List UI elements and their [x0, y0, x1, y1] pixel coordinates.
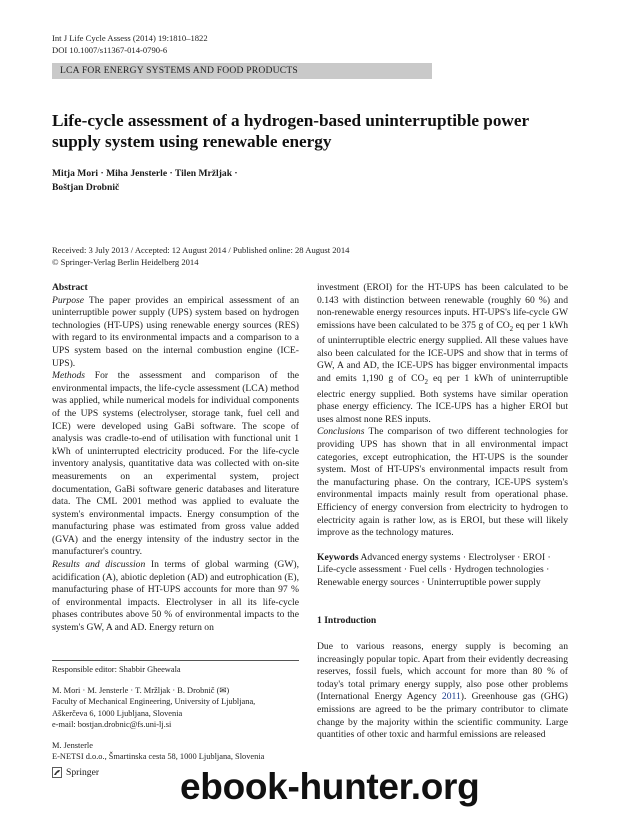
abstract-methods — [52, 370, 299, 559]
abstract-results-continued: investment (EROI) for the HT-UPS has been calculated to be 0.143 with distinction between renewable (roughly 60 %) and non-renewable energy resources inputs. HT-UPS's life-cycle GW emissions have been calculated to be 375 g of $CO_2$ eq per 1 kWh of uninterruptible electric energy supplied. All these values have also been calculated for the ICE-UPS and show that in terms of GW, A and AD, the ICE-UPS has bigger environmental impacts and emits 1,190 g of $CO_2$ eq per 1 kWh of uninterruptible electric energy supplied. Both systems have similar operation phase energy efficiency. The ICE-UPS has a higher EROI but uses almost none RES inputs. — [317, 282, 568, 425]
author-line-1: Mitja Mori · Miha Jensterle · Tilen Mržljak · — [52, 168, 238, 179]
abstract-purpose — [52, 295, 299, 371]
right-column — [317, 282, 568, 742]
abstract-heading: Abstract — [52, 282, 88, 293]
introduction-heading: 1 Introduction — [317, 615, 377, 627]
conclusions-label: Conclusions — [317, 426, 365, 438]
watermark: ebook-hunter.org — [180, 766, 480, 807]
introduction-text: Due to various reasons, energy supply is becoming an increasingly popular topic. Apart from their evidently decreasing reserves, fossil fuels, which account for more than 80 % of today's total primary energy supply, also pose other problems (International Energy Agency 2011). Greenhouse gas (GHG) emissions are agreed to be the primary contributor to climate change by the majority within the scientific community. Large quantities of other toxic and harmful emissions are released — [317, 641, 568, 741]
responsible-editor: Responsible editor: Shabbir Gheewala — [52, 665, 181, 674]
copyright: © Springer-Verlag Berlin Heidelberg 2014 — [52, 256, 199, 267]
author-list — [52, 167, 238, 194]
citation-link[interactable]: 2011 — [441, 691, 461, 703]
abstract-conclusions — [317, 426, 568, 539]
keywords-text: Advanced energy systems · Electrolyser · EROI · Life-cycle assessment · Fuel cells · Hydrogen technologies · Renewable energy sources · Uninterruptible power supply — [317, 551, 551, 588]
author-email[interactable]: e-mail: bostjan.drobnic@fs.uni-lj.si — [52, 720, 172, 730]
affiliation-2: M. Jensterle E-NETSI d.o.o., Šmartinska cesta 58, 1000 Ljubljana, Slovenia — [52, 741, 265, 762]
conclusions-text: The comparison of two different technologies for providing UPS has shown that in all environmental impact categories, except eutrophication, the HT-UPS is the sounder system. Most of HT-UPS's environmental impacts result from the manufacturing phase. On the contrary, ICE-UPS system's environmental impacts mainly result from operational phase. Efficiency of energy conversion from electricity to hydrogen to electricity again is rather low, as is EROI, but these will likely improve as the technology matures. — [317, 426, 568, 539]
received-dates: Received: 3 July 2013 / Accepted: 12 August 2014 / Published online: 28 August 2014 — [52, 245, 350, 255]
publication-dates — [52, 245, 349, 268]
methods-text: For the assessment and comparison of the environmental impacts, the life-cycle assessment (LCA) method was applied, while numerical models for individual components of the UPS systems (electrolyser, storage tank, fuel cell and ICE) were developed using GaBi software. The scope of analysis was cradle-to-end of utilisation with functional unit 1 kWh of uninterrupted electricity produced. For the life-cycle inventory analysis, quantitative data was collected with on-site measurements on an experimental system, project documentation, GaBi software generic databases and literature data. The CML 2001 method was applied to evaluate the system's environmental impacts. Energy consumption of the manufacturing phase was estimated from gross value added (GVA) and the energy intensity of the industry sector in the manufacturer's country. — [52, 370, 299, 558]
springer-horse-icon — [52, 767, 62, 778]
author-line-2: Boštjan Drobnič — [52, 181, 120, 193]
results-label: Results and discussion — [52, 559, 146, 571]
affiliation-1: M. Mori · M. Jensterle · T. Mržljak · B. Drobnič (✉) Faculty of Mechanical Engineering, University of Ljubljana, Aškerčeva 6, 1000 Ljubljana, Slovenia e-mail: bostjan.drobnic@fs.uni-lj.si — [52, 685, 299, 731]
publisher-name: Springer — [66, 767, 100, 778]
paper-title: Life-cycle assessment of a hydrogen-based uninterruptible power supply system using renewable energy — [52, 111, 529, 151]
journal-header — [52, 33, 208, 56]
footnote-divider — [52, 660, 299, 661]
abstract-results — [52, 559, 299, 635]
publisher-logo — [52, 767, 99, 778]
results-text: In terms of global warming (GW), acidification (A), abiotic depletion (AD) and eutrophication (E), manufacturing phase of HT-UPS accounts for more than 97 % of environmental impacts. Electrolyser in all its life-cycle phases contributes above 50 % of environmental impacts to the system's GW, A and AD. Energy return on — [52, 559, 299, 634]
journal-citation: Int J Life Cycle Assess (2014) 19:1810–1822 — [52, 33, 208, 43]
doi: DOI 10.1007/s11367-014-0790-6 — [52, 44, 168, 55]
keywords-heading: Keywords — [317, 551, 359, 563]
purpose-label: Purpose — [52, 294, 84, 306]
left-column — [52, 282, 299, 635]
purpose-text: The paper provides an empirical assessment of an uninterruptible power supply (UPS) system based on hydrogen technologies (HT-UPS) using renewable energy sources (RES) with regard to its environmental impacts and a comparison to a UPS system based on the internal combustion engine (ICE-UPS). — [52, 294, 299, 369]
keywords — [317, 552, 568, 590]
section-banner: LCA FOR ENERGY SYSTEMS AND FOOD PRODUCTS — [52, 63, 432, 79]
methods-label: Methods — [52, 370, 86, 382]
